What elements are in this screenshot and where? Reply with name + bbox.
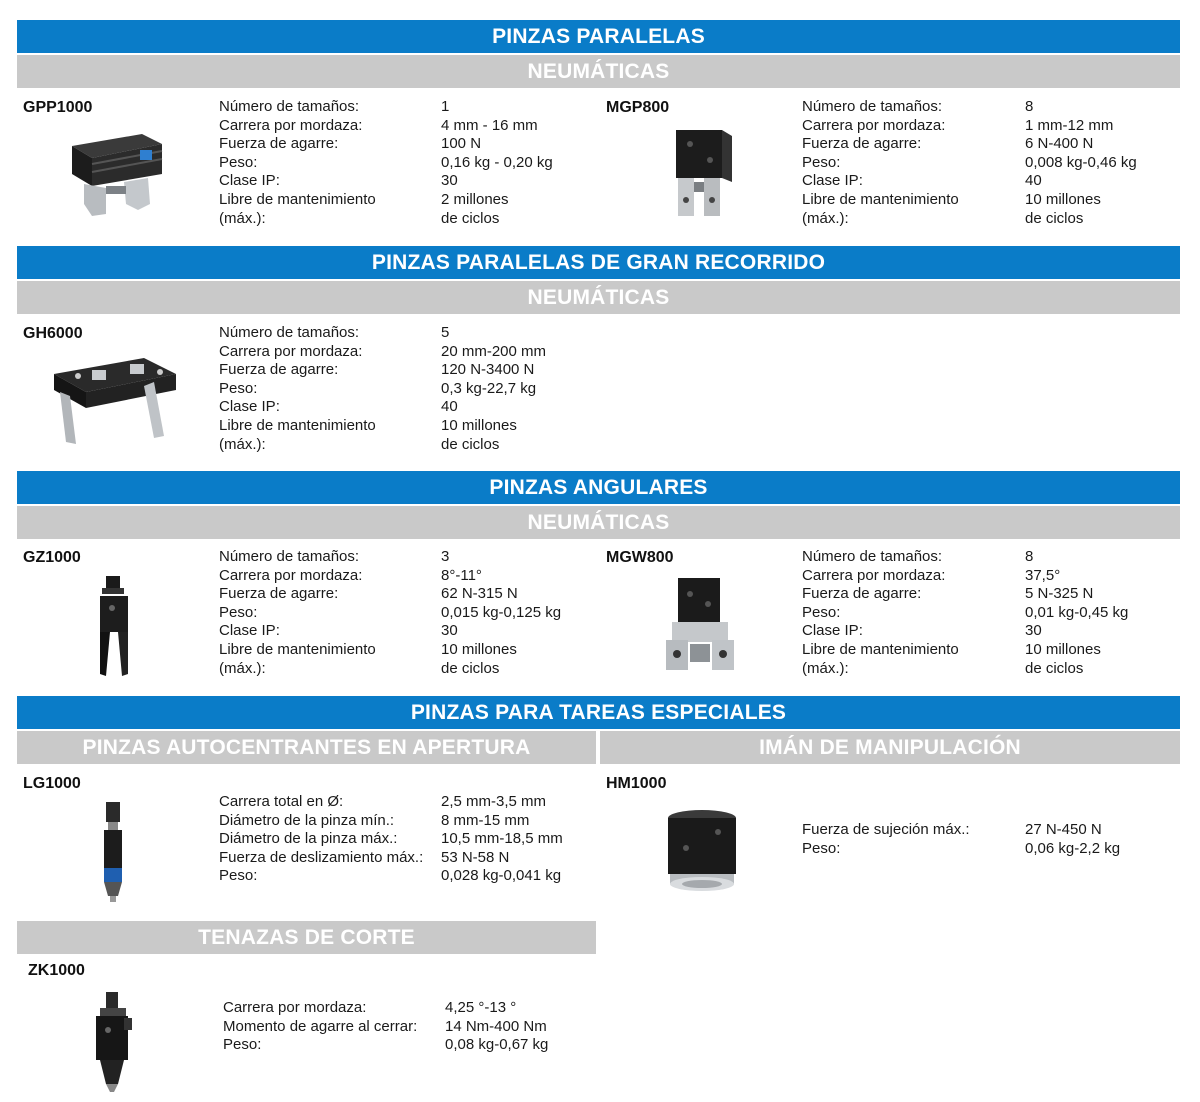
product-image-gpp1000: [62, 124, 172, 224]
specs-zk1000: [223, 999, 548, 1055]
section-title-long-stroke: PINZAS PARALELAS DE GRAN RECORRIDO: [17, 246, 1180, 279]
spec-label: Fuerza de agarre:: [219, 585, 339, 603]
spec-value: 10 millones: [1025, 190, 1101, 208]
spec-value: 0,008 kg-0,46 kg: [1025, 153, 1137, 171]
product-image-zk1000: [84, 990, 140, 1094]
spec-value: 10 millones: [441, 640, 517, 658]
spec-label: Carrera por mordaza:: [802, 566, 946, 584]
specs-gpp1000: [219, 98, 553, 228]
spec-label: Carrera por mordaza:: [219, 566, 363, 584]
spec-value: 0,028 kg-0,041 kg: [441, 867, 562, 885]
spec-label: Libre de mantenimiento: [219, 190, 376, 208]
spec-label: Libre de mantenimiento: [802, 640, 959, 658]
spec-label: Peso:: [219, 153, 258, 171]
spec-label: Número de tamaños:: [802, 548, 943, 565]
spec-value: de ciclos: [441, 209, 500, 227]
spec-value: de ciclos: [441, 435, 500, 453]
spec-label: Clase IP:: [219, 172, 280, 190]
product-image-hm1000: [664, 808, 740, 896]
spec-value: 0,3 kg-22,7 kg: [441, 379, 537, 397]
product-code-gh6000: GH6000: [23, 325, 83, 342]
spec-value: 53 N-58 N: [441, 848, 510, 866]
product-code-zk1000: ZK1000: [28, 962, 85, 979]
spec-value: 3: [441, 548, 450, 565]
spec-value: 30: [441, 172, 458, 190]
spec-value: 8°-11°: [441, 566, 482, 584]
spec-value: 8 mm-15 mm: [441, 811, 530, 829]
spec-label: Peso:: [802, 153, 841, 171]
spec-label: (máx.):: [219, 209, 266, 227]
spec-value: 10 millones: [1025, 640, 1101, 658]
spec-value: 27 N-450 N: [1025, 821, 1102, 838]
spec-label: Carrera por mordaza:: [219, 342, 363, 360]
spec-value: 40: [441, 398, 458, 416]
spec-label: Libre de mantenimiento: [802, 190, 959, 208]
spec-value: 30: [1025, 622, 1042, 640]
spec-label: Fuerza de deslizamiento máx.:: [219, 848, 424, 866]
spec-label: Libre de mantenimiento: [219, 640, 376, 658]
spec-value: 37,5°: [1025, 566, 1061, 584]
spec-value: 5: [441, 324, 450, 341]
spec-value: 30: [441, 622, 458, 640]
spec-label: Clase IP:: [802, 622, 863, 640]
specs-lg1000: [219, 793, 563, 886]
section-title-angular: PINZAS ANGULARES: [17, 471, 1180, 504]
subsection-title-magnet: IMÁN DE MANIPULACIÓN: [600, 731, 1180, 764]
spec-label: Número de tamaños:: [219, 98, 360, 115]
product-image-lg1000: [96, 800, 130, 904]
spec-value: 14 Nm-400 Nm: [445, 1017, 547, 1035]
product-code-mgp800: MGP800: [606, 99, 670, 116]
product-code-lg1000: LG1000: [23, 775, 81, 792]
spec-value: 0,16 kg - 0,20 kg: [441, 153, 553, 171]
spec-label: Carrera total en Ø:: [219, 793, 344, 810]
product-image-gh6000: [48, 350, 183, 450]
spec-label: Libre de mantenimiento: [219, 416, 376, 434]
subsection-title-cutting-pliers: TENAZAS DE CORTE: [17, 921, 596, 954]
spec-value: 62 N-315 N: [441, 585, 518, 603]
subsection-title-long-stroke-pneumatic: NEUMÁTICAS: [17, 281, 1180, 314]
spec-label: Peso:: [223, 1036, 262, 1054]
spec-value: 0,06 kg-2,2 kg: [1025, 839, 1121, 857]
section-title-parallel: PINZAS PARALELAS: [17, 20, 1180, 53]
spec-value: 0,08 kg-0,67 kg: [445, 1036, 549, 1054]
spec-label: Peso:: [802, 603, 841, 621]
spec-label: Número de tamaños:: [219, 548, 360, 565]
specs-mgw800: [802, 548, 1128, 678]
spec-value: 8: [1025, 548, 1034, 565]
spec-label: Diámetro de la pinza máx.:: [219, 830, 398, 848]
spec-value: 2 millones: [441, 190, 509, 208]
spec-value: 120 N-3400 N: [441, 361, 535, 379]
spec-label: Fuerza de agarre:: [802, 135, 922, 153]
spec-label: Número de tamaños:: [802, 98, 943, 115]
spec-label: Diámetro de la pinza mín.:: [219, 811, 395, 829]
spec-label: Peso:: [802, 839, 841, 857]
subsection-title-self-centering: PINZAS AUTOCENTRANTES EN APERTURA: [17, 731, 596, 764]
spec-label: Clase IP:: [219, 622, 280, 640]
spec-label: Peso:: [219, 379, 258, 397]
product-code-mgw800: MGW800: [606, 549, 674, 566]
spec-label: Fuerza de agarre:: [802, 585, 922, 603]
spec-value: 8: [1025, 98, 1034, 115]
product-code-hm1000: HM1000: [606, 775, 667, 792]
spec-label: Fuerza de sujeción máx.:: [802, 821, 970, 838]
product-image-gz1000: [90, 574, 140, 680]
spec-label: (máx.):: [219, 435, 266, 453]
spec-label: Carrera por mordaza:: [223, 999, 367, 1016]
spec-label: Momento de agarre al cerrar:: [223, 1017, 418, 1035]
spec-value: 5 N-325 N: [1025, 585, 1094, 603]
product-image-mgw800: [660, 574, 740, 680]
section-title-special: PINZAS PARA TAREAS ESPECIALES: [17, 696, 1180, 729]
spec-value: 4 mm - 16 mm: [441, 116, 538, 134]
spec-label: Peso:: [219, 603, 258, 621]
spec-value: 100 N: [441, 135, 482, 153]
spec-value: 2,5 mm-3,5 mm: [441, 793, 547, 810]
specs-gz1000: [219, 548, 561, 678]
spec-value: 1 mm-12 mm: [1025, 116, 1114, 134]
spec-label: (máx.):: [802, 659, 849, 677]
spec-value: 1: [441, 98, 450, 115]
spec-label: Número de tamaños:: [219, 324, 360, 341]
product-code-gz1000: GZ1000: [23, 549, 81, 566]
specs-mgp800: [802, 98, 1137, 228]
spec-value: de ciclos: [441, 659, 500, 677]
spec-value: 0,015 kg-0,125 kg: [441, 603, 562, 621]
spec-label: Fuerza de agarre:: [219, 361, 339, 379]
product-image-mgp800: [668, 124, 738, 224]
spec-value: 6 N-400 N: [1025, 135, 1094, 153]
subsection-title-angular-pneumatic: NEUMÁTICAS: [17, 506, 1180, 539]
spec-value: 0,01 kg-0,45 kg: [1025, 603, 1129, 621]
specs-gh6000: [219, 324, 546, 454]
spec-label: Fuerza de agarre:: [219, 135, 339, 153]
product-code-gpp1000: GPP1000: [23, 99, 93, 116]
specs-hm1000: [802, 821, 1120, 858]
spec-label: Clase IP:: [219, 398, 280, 416]
spec-value: 4,25 °-13 °: [445, 999, 517, 1016]
spec-label: Carrera por mordaza:: [802, 116, 946, 134]
spec-label: (máx.):: [219, 659, 266, 677]
spec-value: 10,5 mm-18,5 mm: [441, 830, 563, 848]
spec-value: 40: [1025, 172, 1042, 190]
spec-value: 10 millones: [441, 416, 517, 434]
spec-value: 20 mm-200 mm: [441, 342, 547, 360]
spec-label: (máx.):: [802, 209, 849, 227]
spec-label: Carrera por mordaza:: [219, 116, 363, 134]
spec-label: Clase IP:: [802, 172, 863, 190]
spec-value: de ciclos: [1025, 209, 1084, 227]
subsection-title-parallel-pneumatic: NEUMÁTICAS: [17, 55, 1180, 88]
spec-label: Peso:: [219, 867, 258, 885]
spec-value: de ciclos: [1025, 659, 1084, 677]
